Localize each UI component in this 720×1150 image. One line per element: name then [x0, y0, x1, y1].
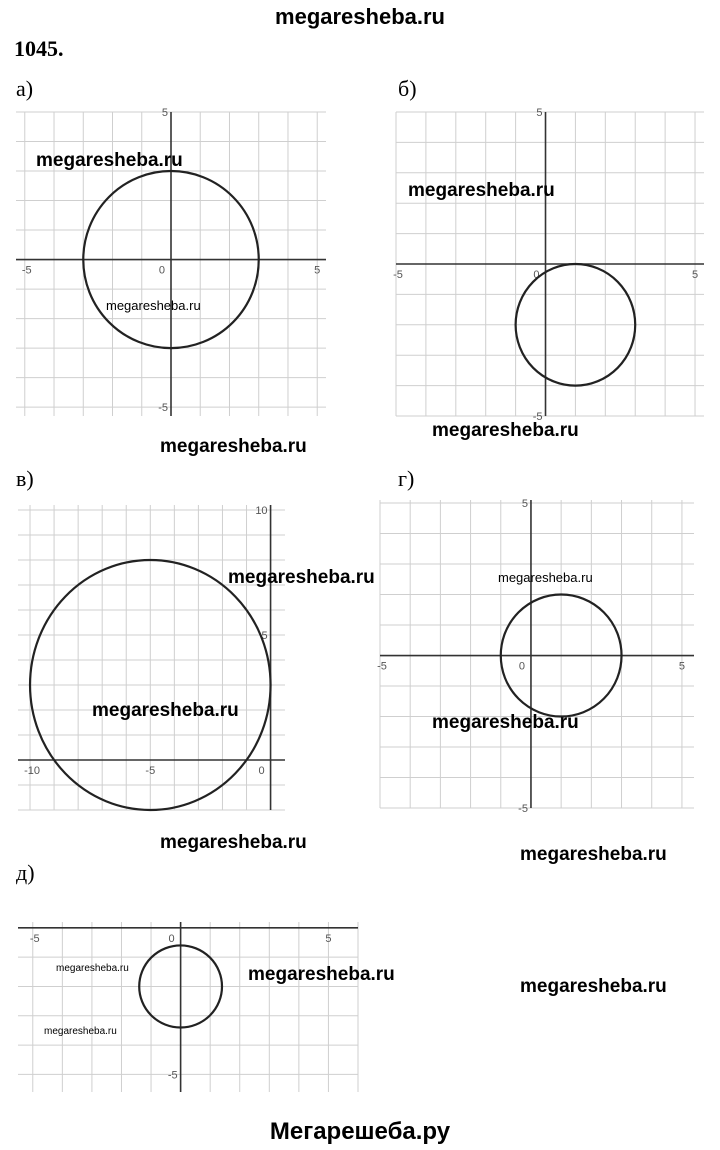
panel-label-b: б)	[398, 76, 417, 101]
watermark: megaresheba.ru	[44, 1026, 117, 1037]
tick-label-x: -5	[29, 932, 40, 945]
panel-label-g: г)	[398, 466, 415, 491]
watermark: megaresheba.ru	[248, 964, 395, 985]
tick-label-y: -5	[158, 402, 168, 415]
watermark: megaresheba.ru	[160, 436, 307, 457]
watermark: megaresheba.ru	[408, 180, 555, 201]
problem-number: 1045.	[14, 36, 64, 61]
tick-label-origin: 0	[168, 932, 175, 945]
tick-label-origin: 0	[258, 765, 265, 777]
watermark: megaresheba.ru	[92, 700, 239, 721]
site-header: megaresheba.ru	[275, 4, 445, 29]
tick-label-y: 5	[161, 107, 168, 119]
tick-label-y: 5	[536, 107, 543, 119]
panel-label-a: а)	[16, 76, 34, 101]
watermark: megaresheba.ru	[228, 567, 375, 588]
tick-label-x: -5	[393, 269, 403, 281]
watermark: megaresheba.ru	[520, 844, 667, 865]
tick-label-origin: 0	[158, 264, 165, 277]
tick-label-x: -10	[24, 765, 40, 777]
site-footer: Мегарешеба.ру	[269, 1118, 451, 1145]
tick-label-x: 5	[325, 932, 332, 945]
watermark: megaresheba.ru	[520, 976, 667, 997]
tick-label-origin: 0	[533, 269, 540, 281]
watermark: megaresheba.ru	[160, 832, 307, 853]
tick-label-origin: 0	[518, 660, 525, 673]
tick-label-x: -5	[377, 660, 387, 673]
watermark: megaresheba.ru	[106, 298, 201, 313]
tick-label-x: 5	[314, 264, 321, 277]
panel-label-d: д)	[16, 860, 35, 885]
tick-label-y: -5	[167, 1069, 178, 1082]
tick-label-y: -5	[518, 803, 528, 815]
watermark: megaresheba.ru	[36, 150, 183, 171]
tick-label-y: 10	[255, 505, 268, 517]
tick-label-y: 5	[261, 630, 268, 642]
tick-label-x: -5	[145, 765, 156, 777]
grid	[18, 922, 358, 1092]
watermark: megaresheba.ru	[56, 963, 129, 974]
tick-label-x: -5	[21, 264, 32, 277]
tick-label-y: -5	[532, 411, 543, 423]
watermark: megaresheba.ru	[432, 712, 579, 733]
panel-label-v: в)	[16, 466, 34, 491]
tick-label-x: 5	[691, 269, 699, 281]
tick-label-y: 5	[521, 498, 528, 511]
watermark: megaresheba.ru	[498, 570, 593, 585]
watermark: megaresheba.ru	[432, 420, 579, 441]
tick-label-x: 5	[678, 660, 685, 673]
